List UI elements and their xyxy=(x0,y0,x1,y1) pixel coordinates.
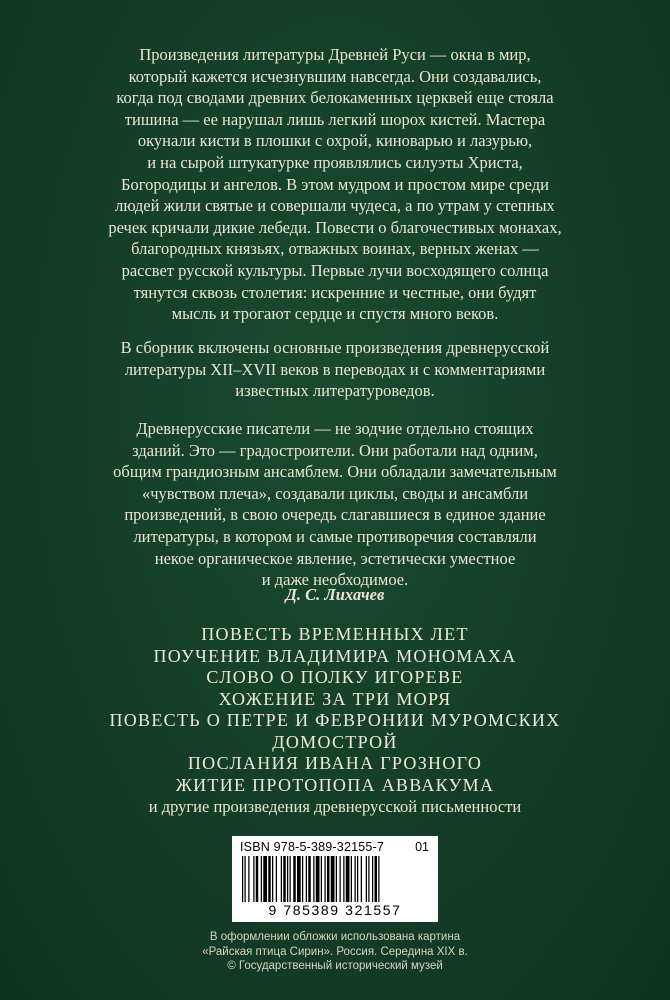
annotation-line: В сборник включены основные произведения древнерусской xyxy=(120,338,550,357)
barcode-bar xyxy=(327,856,330,902)
barcode-bar xyxy=(256,856,259,902)
barcode-bar xyxy=(336,856,337,902)
barcode-bar xyxy=(287,856,288,902)
contents-others-note: и другие произведения древнерусской письменности xyxy=(148,797,522,816)
quote-line: зданий. Это — градостроители. Они работали над одним, xyxy=(132,440,538,460)
barcode-bar xyxy=(268,856,271,902)
barcode-bar xyxy=(340,856,341,902)
barcode-bars-icon xyxy=(240,856,430,902)
barcode-bar xyxy=(321,856,322,902)
quote-line: некое органическое явление, эстетически уместное xyxy=(154,548,516,568)
barcode-bar xyxy=(313,856,314,902)
annotation-line: который кажется исчезнувшим навсегда. Они создавались, xyxy=(128,66,542,86)
annotation-line: благородных князьях, отважных воинах, верных женах — xyxy=(131,239,539,259)
barcode-bar xyxy=(261,856,262,902)
barcode-bar xyxy=(351,856,352,902)
credit-line: «Райская птица Сирин». Россия. Середина XIX в. xyxy=(202,945,468,958)
annotation-line: рассвет русской культуры. Первые лучи восходящего солнца xyxy=(121,260,549,280)
barcode-bar xyxy=(372,856,373,902)
barcode-bar xyxy=(346,856,350,902)
annotation-line: тянутся сквозь столетия: искренние и честные, они будят xyxy=(133,282,537,302)
barcode-bar xyxy=(263,856,267,902)
ean-digits: 9 785389 321557 xyxy=(268,902,402,918)
annotation-line: когда под сводами древних белокаменных церквей еще стояла xyxy=(116,88,554,108)
barcode-bar xyxy=(297,856,301,902)
barcode-bar xyxy=(343,856,344,902)
barcode-bar xyxy=(293,856,296,902)
isbn-addon: 01 xyxy=(415,840,429,854)
contents-title: СЛОВО О ПОЛКУ ИГОРЕВЕ xyxy=(206,667,464,687)
barcode-bar xyxy=(248,856,249,902)
contents-title: ПОВЕСТЬ О ПЕТРЕ И ФЕВРОНИИ МУРОМСКИХ xyxy=(109,710,561,730)
barcode-bar xyxy=(368,856,369,902)
annotation-line: литературы XII–XVII веков в переводах и с комментариями xyxy=(124,359,546,379)
annotation-line: тишина — ее нарушал лишь легкий шорох кистей. Мастера xyxy=(124,109,546,129)
contents-title: ЖИТИЕ ПРОТОПОПА АВВАКУМА xyxy=(175,774,495,795)
barcode-bar xyxy=(357,856,358,902)
annotation-line: речек кричали дикие лебеди. Повести о благочестивых монахах, xyxy=(108,217,562,237)
barcode-bar xyxy=(290,856,291,902)
barcode-bar xyxy=(331,856,335,902)
annotation-paragraph-1 xyxy=(50,44,620,325)
contents-title: ХОЖЕНИЕ ЗА ТРИ МОРЯ xyxy=(218,688,452,709)
barcode-bar xyxy=(302,856,303,902)
credit-line: В оформлении обложки использована картина xyxy=(209,931,461,943)
quote-author: Д. С. Лихачев xyxy=(285,585,385,604)
barcode-bar xyxy=(281,856,282,902)
barcode-bar xyxy=(283,856,286,902)
quote-line: и даже необходимое. xyxy=(261,570,409,590)
barcode-bar xyxy=(276,856,277,902)
annotation-line: известных литературоведов. xyxy=(235,381,435,401)
quote-paragraph xyxy=(50,418,620,591)
quote-line: Древнерусские писатели — не зодчие отдельно стоящих xyxy=(136,419,534,438)
quote-line: произведений, в свою очередь слагавшиеся в единое здание xyxy=(124,505,546,525)
annotation-line: и на сырой штукатурке проявлялись силуэты Христа, xyxy=(147,152,523,172)
quote-line: «чувством плеча», создавали циклы, своды и ансамбли xyxy=(141,483,529,503)
annotation-line: людей жили святые и совершали чудеса, а по утрам у степных xyxy=(115,196,555,216)
contents-title: ДОМОСТРОЙ xyxy=(272,731,398,752)
barcode-bar xyxy=(355,856,356,902)
contents-title: ПОСЛАНИЯ ИВАНА ГРОЗНОГО xyxy=(187,753,483,773)
barcode-bar xyxy=(308,856,311,902)
isbn-barcode xyxy=(232,836,438,922)
barcode-bar xyxy=(366,856,367,902)
annotation-line: мысль и трогают сердце и спустя много веков. xyxy=(171,304,499,324)
annotation-line: окунали кисти в плошки с охрой, киноварью и лазурью, xyxy=(137,131,533,151)
isbn-label: ISBN 978-5-389-32155-7 xyxy=(240,840,385,854)
barcode-bar xyxy=(242,856,243,902)
barcode-bar xyxy=(316,856,320,902)
annotation-line: Произведения литературы Древней Руси — окна в мир, xyxy=(139,45,531,64)
barcode-bar xyxy=(253,856,254,902)
cover-credits xyxy=(0,930,670,974)
contents-title: ПОУЧЕНИЕ ВЛАДИМИРА МОНОМАХА xyxy=(153,645,517,666)
quote-line: общим грандиозным ансамблем. Они обладали замечательным xyxy=(113,462,557,482)
barcode-bar xyxy=(306,856,307,902)
barcode-bar xyxy=(325,856,326,902)
quote-line: литературы, в котором и самые противоречия составляли xyxy=(133,526,537,546)
barcode-bar xyxy=(272,856,273,902)
annotation-line: Богородицы и ангелов. В этом мудром и простом мире среди xyxy=(120,174,550,194)
barcode-bar xyxy=(245,856,246,902)
annotation-paragraph-2 xyxy=(50,337,620,402)
contents-list xyxy=(0,624,670,818)
credit-line: © Государственный исторический музей xyxy=(227,960,443,973)
barcode-bar xyxy=(361,856,362,902)
contents-title: ПОВЕСТЬ ВРЕМЕННЫХ ЛЕТ xyxy=(201,624,469,644)
barcode-bar xyxy=(375,856,378,902)
barcode-bar xyxy=(378,856,379,902)
